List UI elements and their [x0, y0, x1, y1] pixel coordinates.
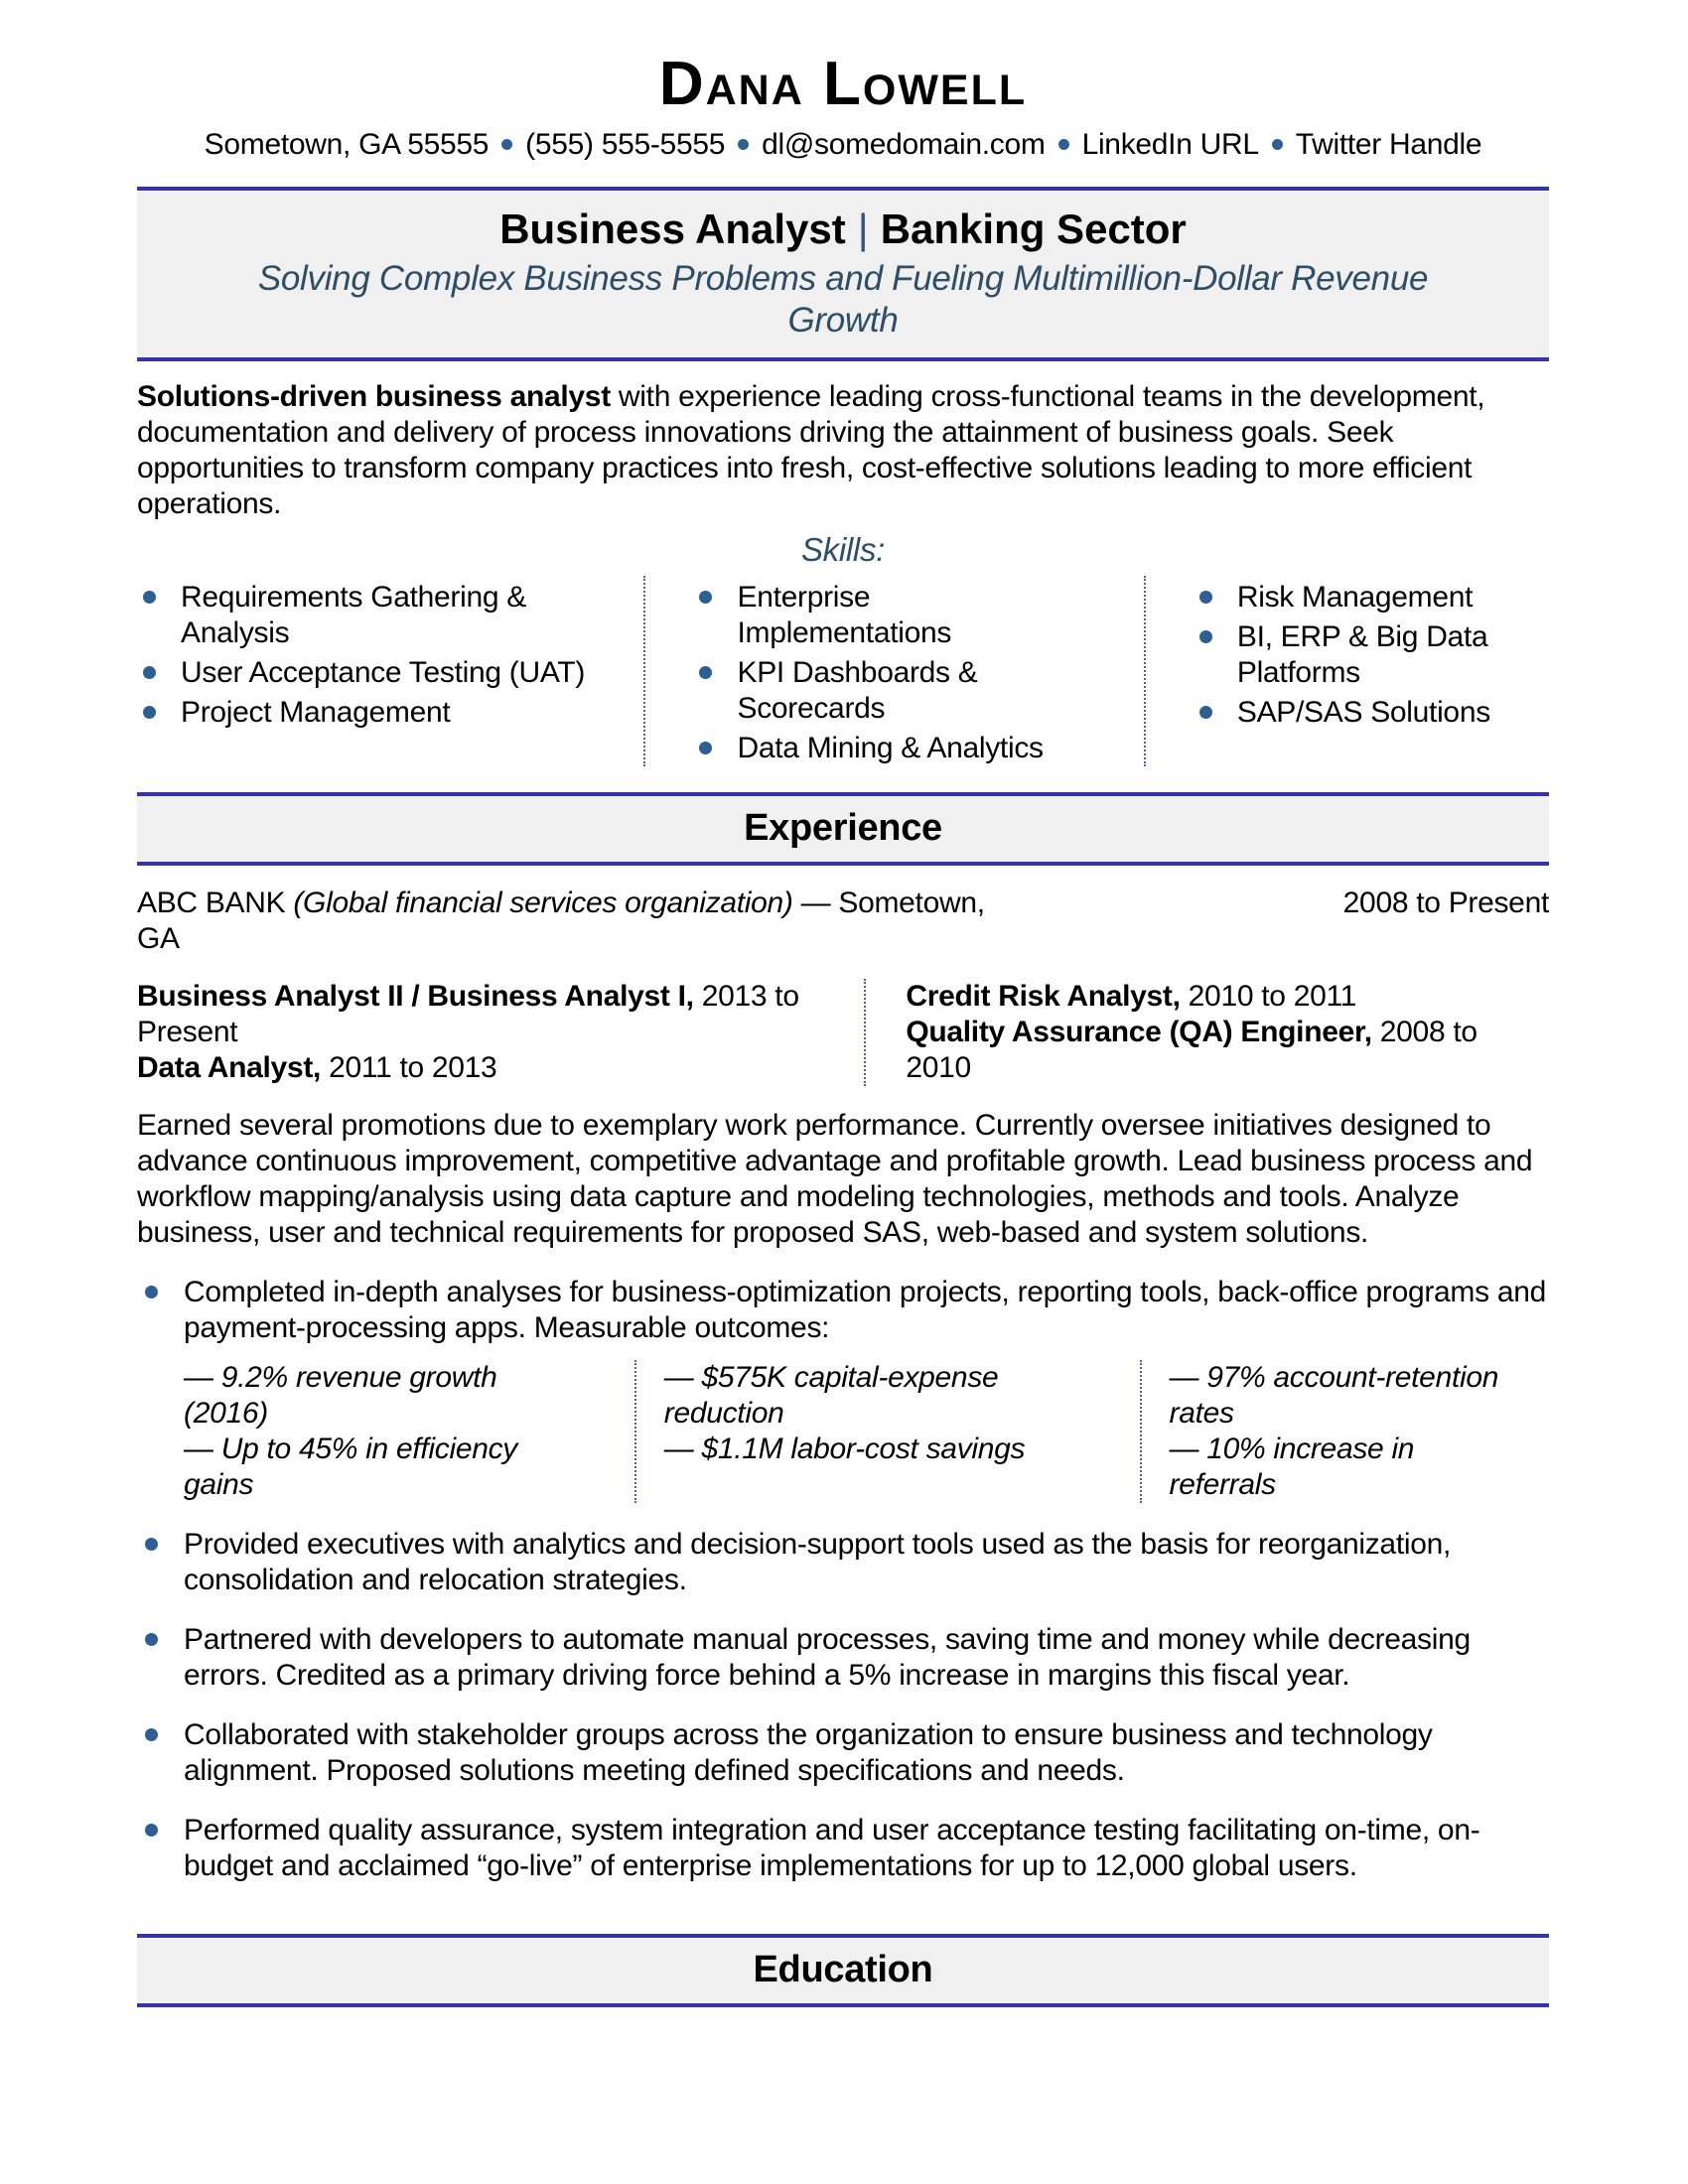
role-title: Data Analyst,	[137, 1051, 322, 1084]
bullet-icon	[1199, 630, 1212, 643]
role-entry	[906, 979, 1499, 1015]
skills-label: Skills:	[800, 531, 886, 568]
bullet-icon	[145, 1728, 158, 1741]
headline-separator: |	[857, 205, 869, 252]
experience-bullet	[137, 1622, 1549, 1694]
role-title: Credit Risk Analyst,	[906, 980, 1181, 1013]
bullet-icon	[145, 1824, 158, 1837]
headline	[157, 205, 1529, 254]
skill-item	[137, 580, 598, 651]
roles-column-right	[864, 979, 1549, 1086]
separator-dot-icon	[1058, 139, 1069, 150]
bullet-icon	[699, 591, 712, 604]
skill-item	[1194, 619, 1549, 691]
outcome-item: — Up to 45% in efficiency gains	[184, 1433, 517, 1501]
company-line	[137, 886, 991, 957]
outcomes-column	[1140, 1360, 1550, 1503]
bullet-text: Collaborated with stakeholder groups across the organization to ensure business and technology alignment. Proposed solutions meeting defined specifications and needs.	[184, 1718, 1433, 1787]
skills-grid	[137, 576, 1549, 766]
bullet-icon	[145, 1538, 158, 1551]
role-dates: 2013 to Present	[137, 980, 799, 1048]
role-overview-paragraph: Earned several promotions due to exemplary work performance. Currently oversee initiatives designed to advance continuous improvement, competitive advantage and profitable growth. Lead business process and workflow mapping/analysis using data capture and modeling technologies, methods and tools. Analyze business, user and technical requirements for proposed SAS, web-based and system solutions.	[137, 1109, 1533, 1249]
separator-dot-icon	[738, 139, 749, 150]
experience-bullet	[137, 1813, 1549, 1884]
headline-sector: Banking Sector	[880, 205, 1187, 252]
outcome-item: — $1.1M labor-cost savings	[663, 1433, 1026, 1465]
skill-item	[693, 655, 1048, 727]
skill-text: Data Mining & Analytics	[737, 732, 1044, 764]
role-entry	[137, 1050, 864, 1086]
bullet-icon	[699, 666, 712, 679]
skill-text: BI, ERP & Big Data Platforms	[1236, 620, 1488, 689]
skill-text: Requirements Gathering & Analysis	[181, 581, 526, 649]
summary-rest: with experience leading cross-functional teams in the development, documentation and delivery of process innovations driving the attainment of business goals. Seek opportunities to transform company practices into fresh, cost-effective solutions leading to more efficient operations.	[137, 380, 1485, 520]
contact-linkedin: LinkedIn URL	[1081, 128, 1259, 161]
headline-role: Business Analyst	[499, 205, 846, 252]
company-descriptor: (Global financial services organization)	[293, 887, 793, 919]
outcome-item: — 97% account-retention rates	[1169, 1361, 1499, 1430]
bullet-text: Performed quality assurance, system integration and user acceptance testing facilitating on-time, on-budget and acclaimed “go-live” of enterprise implementations for up to 12,000 global users.	[184, 1814, 1480, 1882]
tagline: Solving Complex Business Problems and Fueling Multimillion-Dollar Revenue Growth	[257, 259, 1429, 340]
separator-dot-icon	[1272, 139, 1283, 150]
skill-text: Project Management	[181, 696, 451, 729]
outcomes-column	[184, 1360, 634, 1503]
experience-bullet	[137, 1717, 1549, 1789]
candidate-name: Dana Lowell	[658, 50, 1028, 118]
bullet-text: Provided executives with analytics and decision-support tools used as the basis for reorganization, consolidation and relocation strategies.	[184, 1528, 1452, 1596]
roles-column-left	[137, 979, 864, 1086]
role-title: Quality Assurance (QA) Engineer,	[906, 1016, 1372, 1048]
skills-column	[1144, 576, 1549, 766]
outcome-item: — 9.2% revenue growth (2016)	[184, 1361, 497, 1430]
company-dates: 2008 to Present	[1342, 887, 1549, 919]
outcome-item: — 10% increase in referrals	[1169, 1433, 1415, 1501]
title-banner	[137, 187, 1549, 361]
bullet-icon	[1199, 591, 1212, 604]
bullet-icon	[145, 1286, 158, 1298]
role-title: Business Analyst II / Business Analyst I,	[137, 980, 694, 1013]
contact-line	[188, 127, 1498, 163]
skill-item	[137, 655, 598, 691]
contact-location: Sometown, GA 55555	[204, 128, 490, 161]
skill-item	[137, 695, 598, 731]
experience-bullet	[137, 1275, 1549, 1346]
role-entry	[137, 979, 864, 1050]
skill-item	[693, 580, 1048, 651]
role-dates: 2011 to 2013	[321, 1051, 497, 1084]
education-section-header: Education	[137, 1934, 1549, 2007]
measurable-outcomes-grid	[184, 1360, 1549, 1503]
skills-column	[137, 576, 643, 766]
bullet-text: Completed in-depth analyses for business-optimization projects, reporting tools, back-office programs and payment-processing apps. Measurable outcomes:	[184, 1276, 1546, 1344]
bullet-icon	[1199, 706, 1212, 719]
summary-lead: Solutions-driven business analyst	[137, 380, 611, 413]
contact-phone: (555) 555-5555	[525, 128, 726, 161]
skill-item	[1194, 580, 1549, 615]
company-name: ABC BANK	[137, 887, 294, 919]
bullet-icon	[143, 666, 156, 679]
roles-row	[137, 979, 1549, 1086]
skill-text: Enterprise Implementations	[737, 581, 952, 649]
role-dates: 2010 to 2011	[1180, 980, 1357, 1013]
bullet-icon	[143, 706, 156, 719]
separator-dot-icon	[501, 139, 512, 150]
skill-text: User Acceptance Testing (UAT)	[181, 656, 586, 689]
role-dates: 2008 to 2010	[906, 1016, 1477, 1084]
skill-text: SAP/SAS Solutions	[1236, 696, 1490, 729]
summary-paragraph	[137, 379, 1549, 522]
bullet-icon	[699, 742, 712, 754]
outcome-item: — $575K capital-expense reduction	[663, 1361, 999, 1430]
skill-item	[693, 731, 1048, 766]
company-location: — Sometown, GA	[137, 887, 985, 955]
role-entry	[906, 1015, 1499, 1086]
company-row	[137, 886, 1549, 957]
contact-email: dl@somedomain.com	[762, 128, 1046, 161]
bullet-text: Partnered with developers to automate manual processes, saving time and money while decreasing errors. Credited as a primary driving force behind a 5% increase in margins this fiscal year.	[184, 1623, 1471, 1692]
skill-item	[1194, 695, 1549, 731]
experience-section-header: Experience	[137, 792, 1549, 866]
bullet-icon	[145, 1633, 158, 1646]
outcomes-column	[634, 1360, 1140, 1503]
skills-column	[643, 576, 1143, 766]
contact-twitter: Twitter Handle	[1295, 128, 1482, 161]
bullet-icon	[143, 591, 156, 604]
experience-bullet	[137, 1527, 1549, 1598]
skill-text: KPI Dashboards & Scorecards	[737, 656, 978, 725]
skill-text: Risk Management	[1236, 581, 1474, 614]
